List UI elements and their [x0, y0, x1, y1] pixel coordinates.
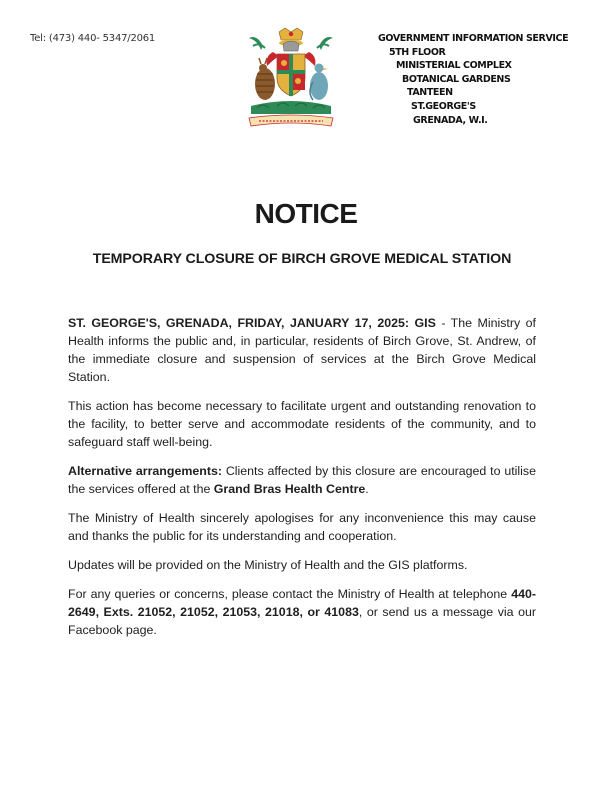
contact-numbers: 440-2649, Exts. 21052, 21052, 21053, 21018, or 41083 — [68, 587, 536, 619]
coat-of-arms-icon — [243, 26, 339, 134]
contact-text: For any queries or concerns, please contact the Ministry of Health at telephone — [68, 587, 512, 601]
health-centre-name: Grand Bras Health Centre — [213, 482, 366, 496]
alternatives-end: . — [365, 482, 369, 496]
paragraph-contact — [68, 585, 536, 639]
alternatives-label: Alternative arrangements: — [68, 464, 222, 478]
gis-line-city: ST.GEORGE'S — [411, 100, 476, 112]
paragraph-reason: This action has become necessary to facilitate urgent and outstanding renovation to the facility, to better serve and accommodate residents of the community, and to safeguard staff well-being. — [68, 399, 536, 449]
paragraph-apology: The Ministry of Health sincerely apologises for any inconvenience this may cause and thanks the public for its understanding and cooperation. — [68, 511, 536, 543]
gis-line-name: GOVERNMENT INFORMATION SERVICE — [378, 33, 569, 44]
intro-text: - The Ministry of Health informs the public and, in particular, residents of Birch Grove, St. Andrew, of the immediate closure and suspension of services at the Birch Grove Medical Station. — [68, 316, 536, 384]
notice-title: NOTICE — [254, 198, 358, 229]
contact-end: , or send us a message via our Facebook page. — [68, 605, 536, 637]
gis-line-complex: MINISTERIAL COMPLEX — [396, 60, 512, 72]
gis-line-tanteen: TANTEEN — [407, 87, 453, 99]
telephone-line: Tel: (473) 440- 5347/2061 — [30, 33, 156, 44]
paragraph-updates: Updates will be provided on the Ministry of Health and the GIS platforms. — [68, 558, 468, 572]
gis-line-gardens: BOTANICAL GARDENS — [402, 73, 511, 85]
notice-subtitle: TEMPORARY CLOSURE OF BIRCH GROVE MEDICAL STATION — [92, 251, 512, 267]
gis-line-floor: 5TH FLOOR — [389, 46, 446, 58]
gis-line-country: GRENADA, W.I. — [413, 114, 488, 126]
paragraph-intro — [68, 314, 536, 386]
gis-address-block — [378, 32, 578, 127]
dateline: ST. GEORGE'S, GRENADA, FRIDAY, JANUARY 17, 2025: GIS — [68, 316, 436, 330]
paragraph-alternatives — [68, 462, 536, 498]
alternatives-text: Clients affected by this closure are encouraged to utilise the services offered at the — [68, 464, 536, 496]
notice-body — [68, 314, 536, 650]
